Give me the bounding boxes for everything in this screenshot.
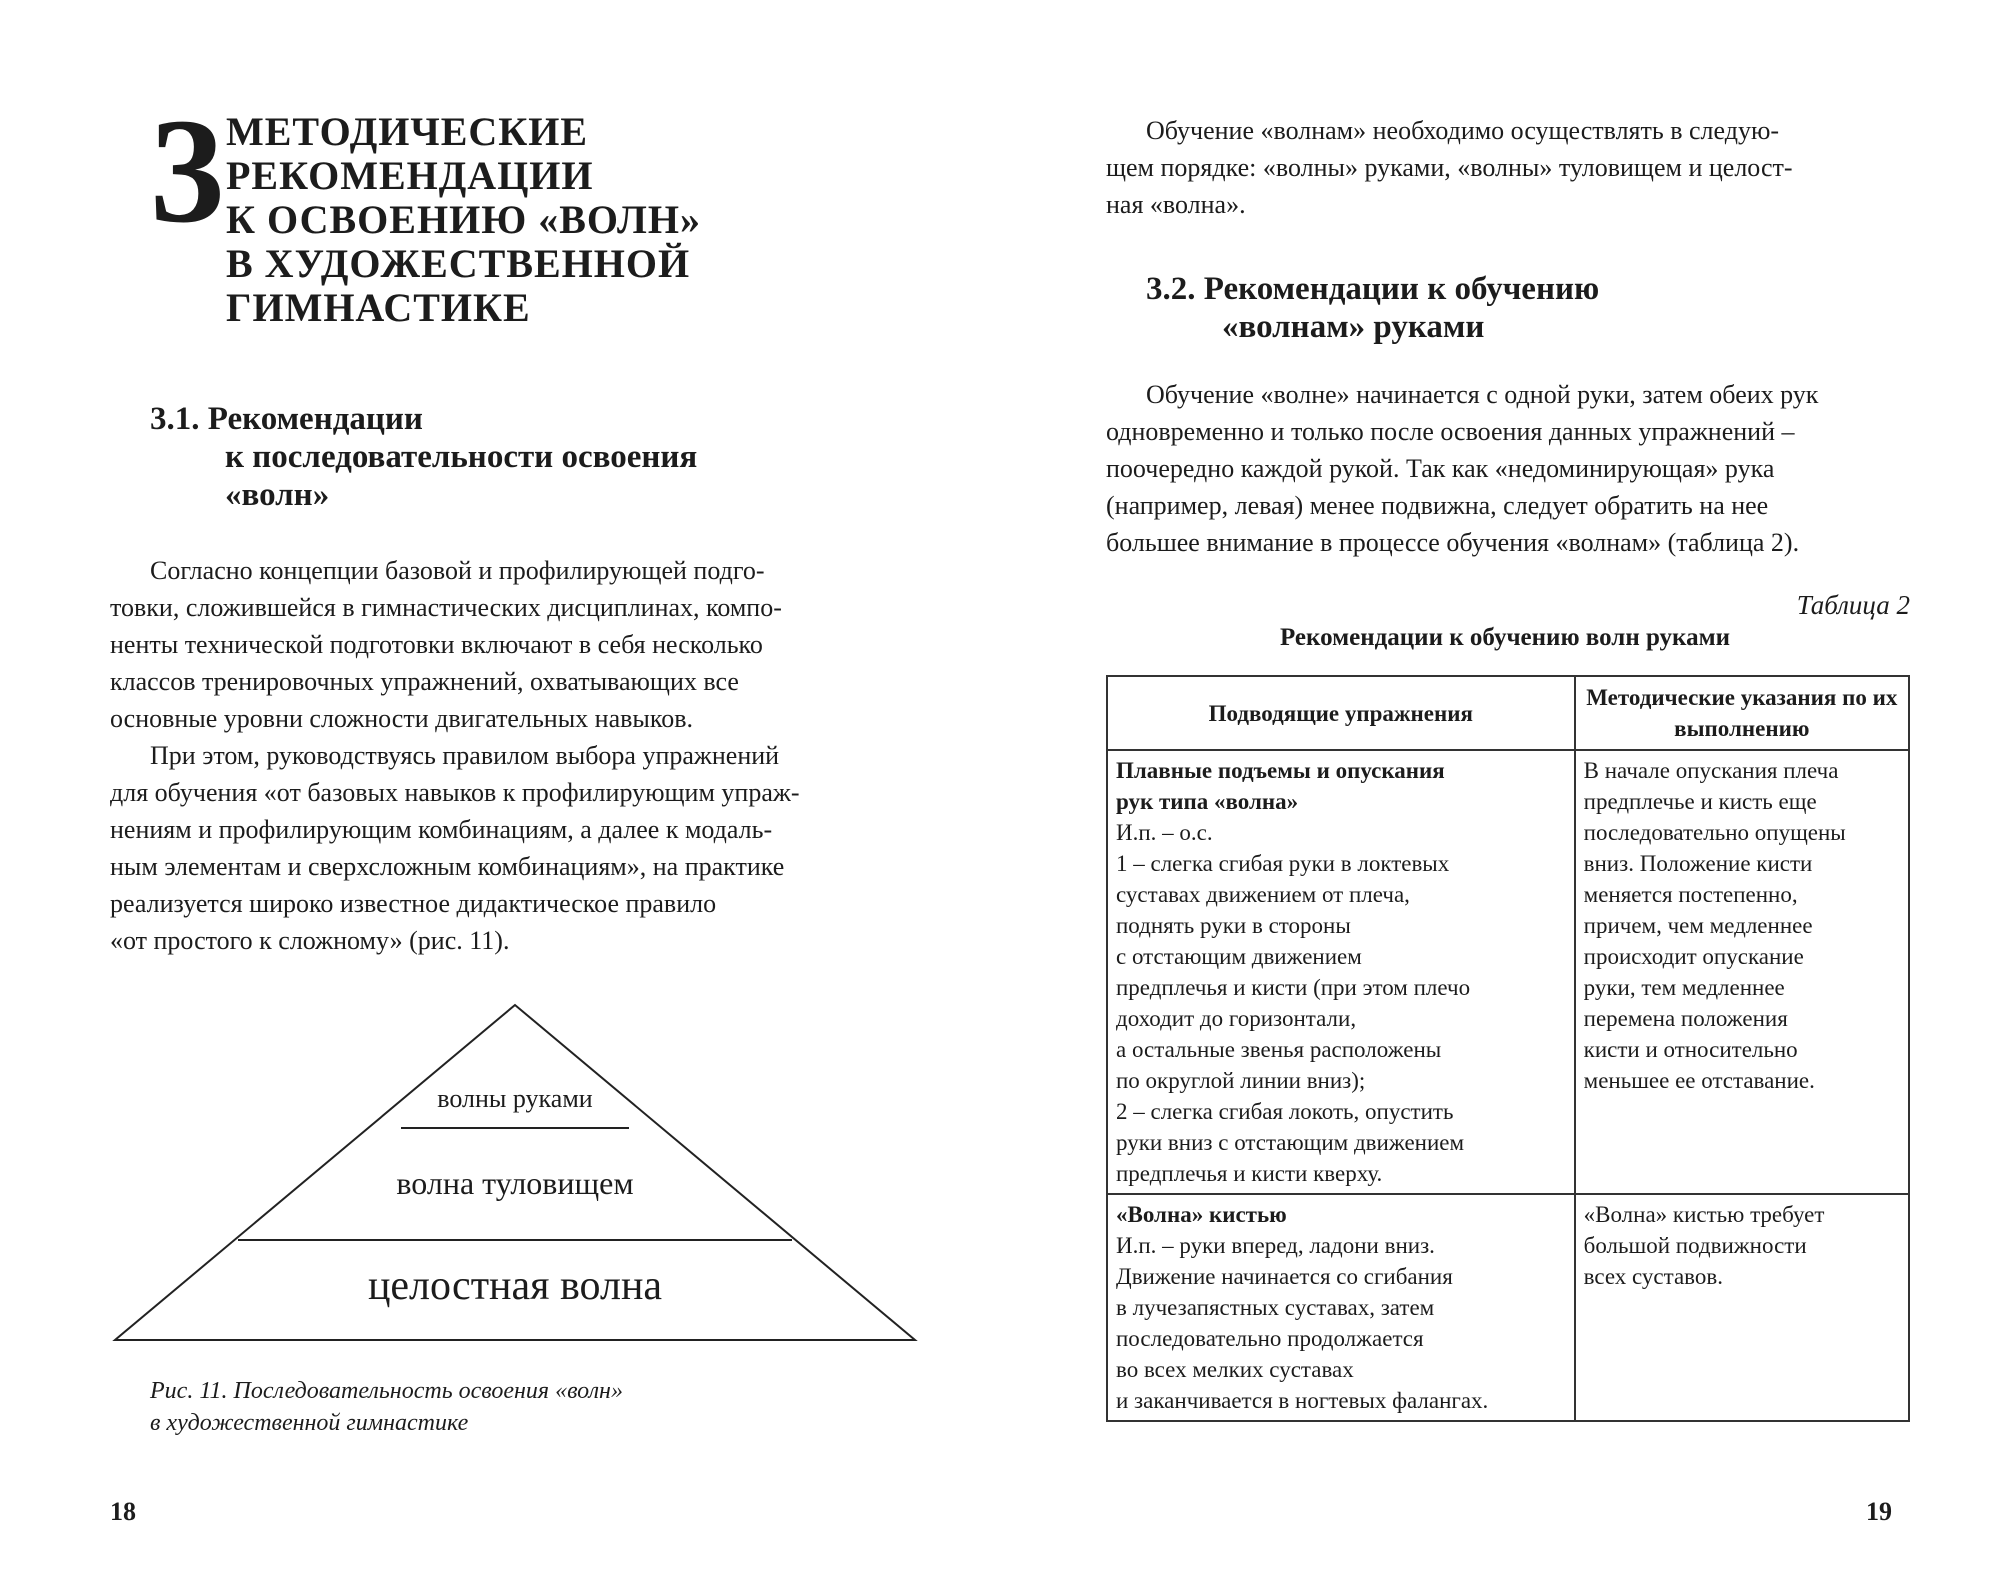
guidance-line: происходит опускание [1583, 944, 1804, 969]
page-number-right: 19 [1866, 1497, 1892, 1526]
chapter-title [226, 110, 746, 330]
pyramid-bottom-label: целостная волна [367, 1263, 663, 1309]
exercise-title-line: «Волна» кистью [1116, 1202, 1287, 1227]
exercise-line: Движение начинается со сгибания [1116, 1264, 1453, 1289]
paragraph-1 [110, 552, 910, 737]
recommendations-table [1106, 675, 1910, 1422]
exercise-line: во всех мелких суставах [1116, 1357, 1354, 1382]
text-line: поочередно каждой рукой. Так как «недоминирующая» рука [1106, 454, 1775, 483]
text-line: для обучения «от базовых навыков к профилирующим упраж- [110, 778, 800, 807]
text-line: большее внимание в процессе обучения «волнам» (таблица 2). [1106, 528, 1800, 557]
exercise-line: суставах движением от плеча, [1116, 882, 1410, 907]
caption-line: Рис. 11. Последовательность освоения «волн» [150, 1378, 623, 1404]
text-line: (например, левая) менее подвижна, следует обратить на нее [1106, 491, 1769, 520]
table-number: Таблица 2 [1796, 590, 1910, 620]
text-line: щем порядке: «волны» руками, «волны» туловищем и целост- [1106, 153, 1793, 182]
exercise-line: а остальные звенья расположены [1116, 1037, 1442, 1062]
exercise-line: предплечья и кисти кверху. [1116, 1161, 1383, 1186]
chapter-title-line: РЕКОМЕНДАЦИИ [226, 153, 594, 198]
text-line: «от простого к сложному» (рис. 11). [110, 926, 510, 955]
exercise-line: 2 – слегка сгибая локоть, опустить [1116, 1099, 1454, 1124]
guidance-line: предплечье и кисть еще [1583, 789, 1817, 814]
table-cell-exercise [1107, 750, 1575, 1194]
section-heading-line: «волн» [225, 477, 330, 513]
exercise-line: И.п. – о.с. [1116, 820, 1213, 845]
guidance-line: большой подвижности [1583, 1233, 1807, 1258]
exercise-title-line: Плавные подъемы и опускания [1116, 758, 1445, 783]
guidance-line: «Волна» кистью требует [1583, 1202, 1825, 1227]
text-line: ным элементам и сверхсложным комбинациям», на практике [110, 852, 785, 881]
pyramid-top-label: волны руками [437, 1084, 593, 1113]
guidance-line: кисти и относительно [1583, 1037, 1798, 1062]
exercise-line: по округлой линии вниз); [1116, 1068, 1366, 1093]
section-heading-3-2 [1146, 270, 1906, 346]
section-heading-line: «волнам» руками [1222, 309, 1485, 345]
table-title: Рекомендации к обучению волн руками [1279, 624, 1731, 651]
figure-caption [150, 1375, 750, 1439]
pyramid-diagram [110, 1000, 920, 1350]
guidance-line: причем, чем медленнее [1583, 913, 1813, 938]
paragraph-2 [110, 737, 910, 959]
exercise-line: доходит до горизонтали, [1116, 1006, 1357, 1031]
text-line: ненты технической подготовки включают в себя несколько [110, 630, 763, 659]
exercise-line: в лучезапястных суставах, затем [1116, 1295, 1435, 1320]
guidance-line: всех суставов. [1583, 1264, 1723, 1289]
text-line: Согласно концепции базовой и профилирующей подго- [150, 556, 765, 585]
chapter-title-line: МЕТОДИЧЕСКИЕ [226, 109, 589, 154]
table-header-row [1107, 676, 1909, 750]
table-header-exercises: Подводящие упражнения [1107, 676, 1575, 750]
guidance-line: меньшее ее отставание. [1583, 1068, 1815, 1093]
table-cell-guidance [1575, 1194, 1909, 1421]
chapter-title-line: В ХУДОЖЕСТВЕННОЙ [226, 241, 691, 286]
table-cell-exercise [1107, 1194, 1575, 1421]
exercise-title-line: рук типа «волна» [1116, 789, 1299, 814]
exercise-line: 1 – слегка сгибая руки в локтевых [1116, 851, 1450, 876]
text-line: нениям и профилирующим комбинациям, а далее к модаль- [110, 815, 773, 844]
guidance-line: В начале опускания плеча [1583, 758, 1839, 783]
text-line: реализуется широко известное дидактическое правило [110, 889, 717, 918]
text-line: товки, сложившейся в гимнастических дисциплинах, компо- [110, 593, 782, 622]
text-line: классов тренировочных упражнений, охватывающих все [110, 667, 739, 696]
text-line: Обучение «волне» начинается с одной руки, затем обеих рук [1146, 380, 1819, 409]
chapter-number: 3 [150, 88, 225, 254]
guidance-line: вниз. Положение кисти [1583, 851, 1813, 876]
caption-line: в художественной гимнастике [150, 1410, 469, 1436]
pyramid-middle-label: волна туловищем [396, 1165, 634, 1201]
table-header-guidance: Методические указания по их выполнению [1575, 676, 1909, 750]
exercise-line: последовательно продолжается [1116, 1326, 1424, 1351]
section-heading-line: 3.2. Рекомендации к обучению [1146, 271, 1600, 307]
chapter-title-line: К ОСВОЕНИЮ «ВОЛН» [226, 197, 701, 242]
section-heading-3-1 [150, 400, 910, 514]
page-number-left: 18 [110, 1497, 136, 1526]
exercise-line: руки вниз с отстающим движением [1116, 1130, 1465, 1155]
section-heading-line: к последовательности освоения [225, 439, 698, 475]
paragraph-3-2 [1106, 376, 1910, 561]
text-line: При этом, руководствуясь правилом выбора упражнений [150, 741, 780, 770]
table-row [1107, 1194, 1909, 1421]
guidance-line: руки, тем медленнее [1583, 975, 1785, 1000]
table-cell-guidance [1575, 750, 1909, 1194]
guidance-line: меняется постепенно, [1583, 882, 1798, 907]
section-heading-line: 3.1. Рекомендации [150, 401, 423, 437]
intro-paragraph [1106, 112, 1910, 223]
exercise-line: с отстающим движением [1116, 944, 1362, 969]
table-row [1107, 750, 1909, 1194]
guidance-line: последовательно опущены [1583, 820, 1846, 845]
exercise-line: поднять руки в стороны [1116, 913, 1351, 938]
exercise-line: предплечья и кисти (при этом плечо [1116, 975, 1471, 1000]
text-line: основные уровни сложности двигательных навыков. [110, 704, 693, 733]
text-line: ная «волна». [1106, 190, 1246, 219]
text-line: Обучение «волнам» необходимо осуществлять в следую- [1146, 116, 1780, 145]
text-line: одновременно и только после освоения данных упражнений – [1106, 417, 1795, 446]
guidance-line: перемена положения [1583, 1006, 1788, 1031]
exercise-line: и заканчивается в ногтевых фалангах. [1116, 1388, 1489, 1413]
exercise-line: И.п. – руки вперед, ладони вниз. [1116, 1233, 1435, 1258]
chapter-title-line: ГИМНАСТИКЕ [226, 285, 531, 330]
